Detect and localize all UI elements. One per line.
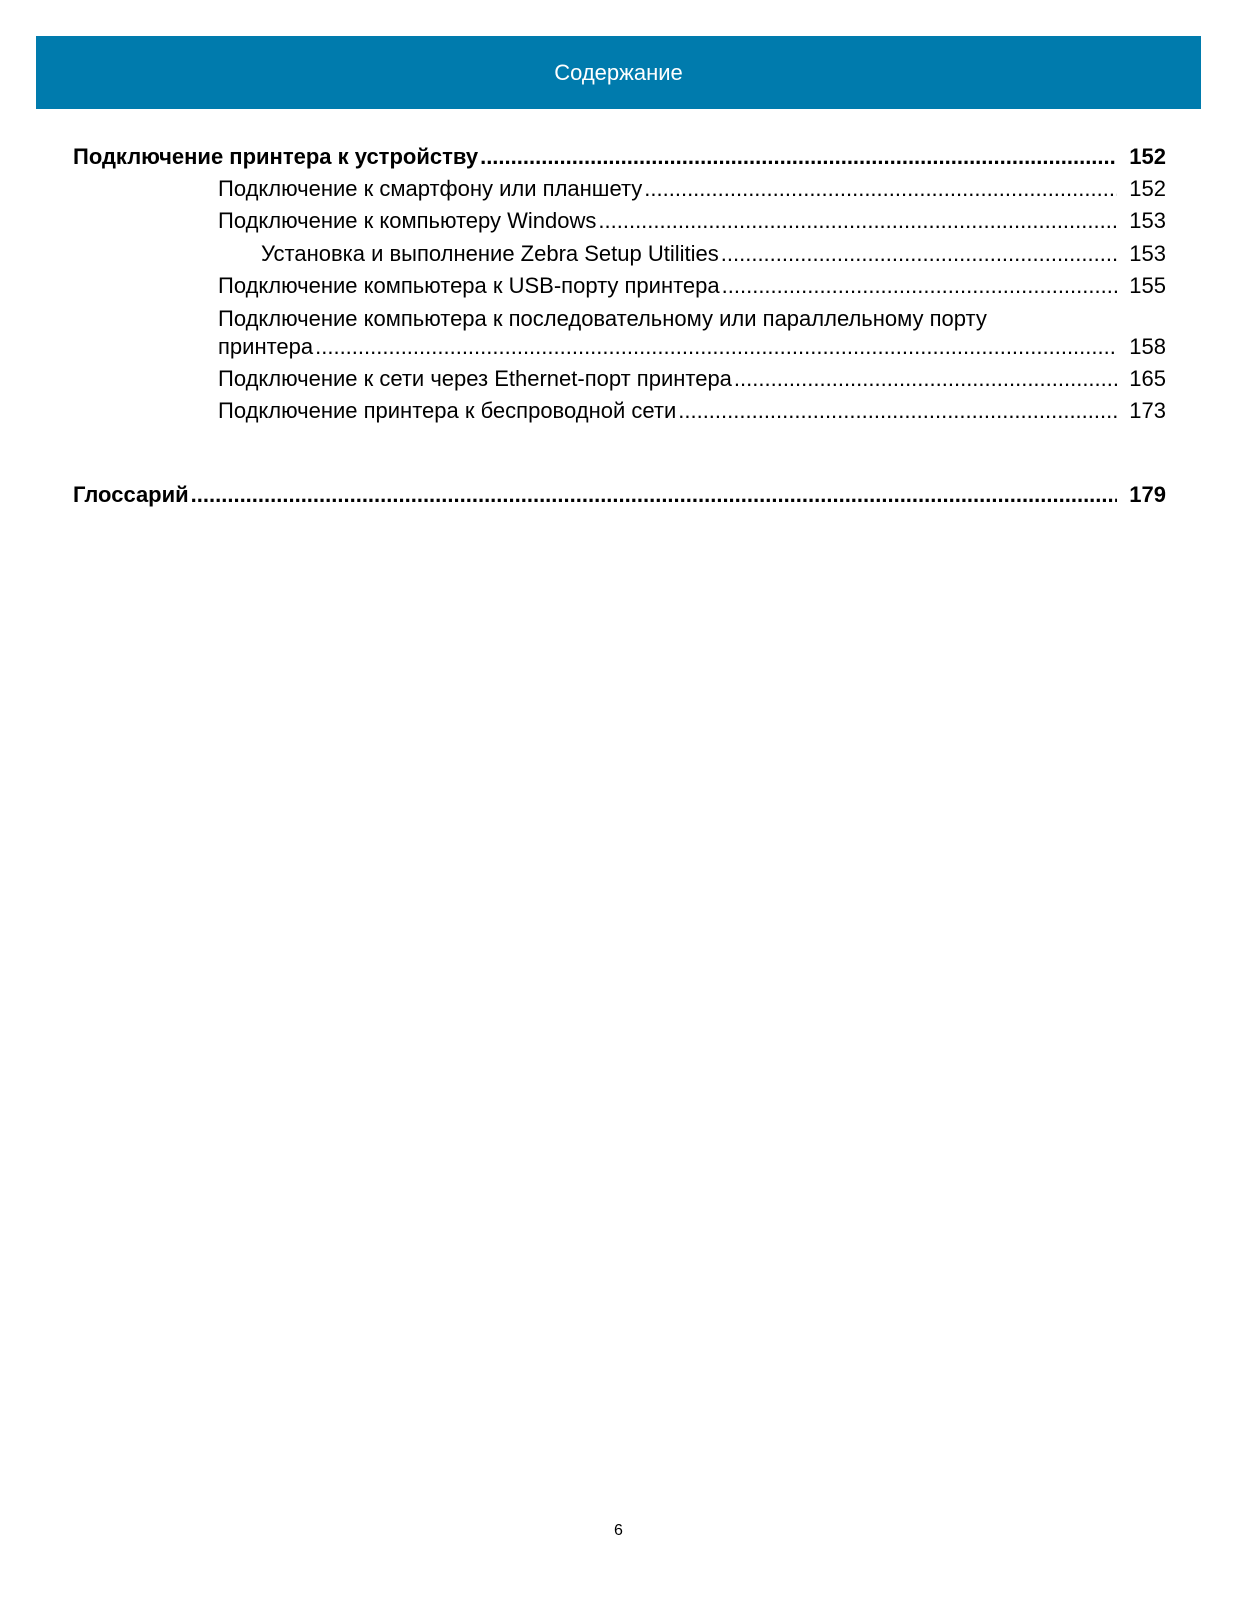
toc-dot-leader [734,363,1117,395]
toc-page-number: 152 [1129,176,1166,201]
toc-entry[interactable] [218,270,1166,302]
toc-page-number: 173 [1129,398,1166,423]
toc-entry[interactable] [218,205,1166,237]
toc-dot-leader [721,238,1118,270]
toc-entry-title: Подключение к компьютеру Windows [218,208,597,233]
toc-entry-title-line2: принтера [218,334,314,359]
toc-entry-section[interactable] [73,141,1166,173]
toc-entry[interactable] [261,238,1166,270]
page-title: Содержание [554,59,683,85]
toc-entry-title: Установка и выполнение Zebra Setup Utilities [261,241,719,266]
toc-dot-leader [315,331,1117,363]
toc-entry-title: Подключение к смартфону или планшету [218,176,643,201]
toc-page-number: 179 [1129,482,1166,507]
toc-entry-title: Подключение принтера к устройству [73,144,479,169]
toc-dot-leader [678,395,1117,427]
toc-dot-leader [191,479,1118,511]
toc-page-number: 165 [1129,366,1166,391]
toc-entry-section[interactable] [73,479,1166,511]
toc-entry[interactable] [218,395,1166,427]
toc-page-number: 155 [1129,273,1166,298]
toc-page-number: 152 [1129,144,1166,169]
toc-entry[interactable] [218,363,1166,395]
toc-entry[interactable] [218,173,1166,205]
toc-dot-leader [722,270,1118,302]
toc-page-number: 153 [1129,208,1166,233]
header-bar [36,36,1201,109]
toc-dot-leader [644,173,1117,205]
toc-page-number: 158 [1129,334,1166,359]
toc-entry-title: Глоссарий [73,482,189,507]
toc-dot-leader [598,205,1117,237]
toc-entry[interactable] [218,331,1166,363]
footer-page-number: 6 [614,1522,623,1539]
toc-dot-leader [480,141,1117,173]
toc-entry-title: Подключение принтера к беспроводной сети [218,398,677,423]
toc-page-number: 153 [1129,241,1166,266]
toc-entry-title: Подключение компьютера к USB-порту принтера [218,273,720,298]
toc-entry-title: Подключение к сети через Ethernet-порт принтера [218,366,732,391]
toc-entry-title-line1[interactable]: Подключение компьютера к последовательному или параллельному порту [218,306,987,331]
